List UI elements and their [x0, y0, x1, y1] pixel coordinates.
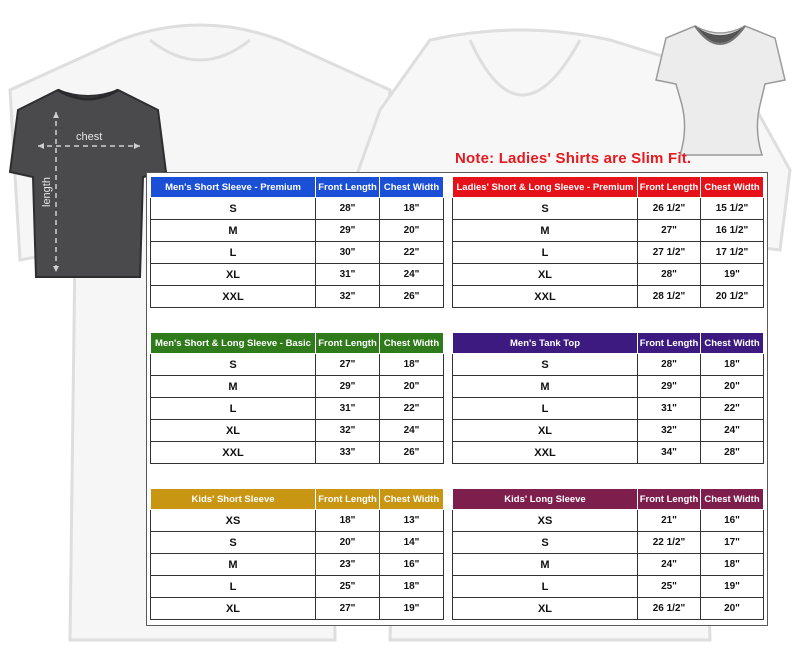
front-length-cell: 28" [316, 198, 380, 220]
size-cell: L [453, 242, 638, 264]
table-row [453, 532, 764, 554]
size-cell: XL [151, 420, 316, 442]
chest-width-cell: 13" [380, 510, 444, 532]
size-cell: M [151, 220, 316, 242]
size-cell: M [151, 376, 316, 398]
table-row [453, 220, 764, 242]
front-length-cell: 23" [316, 554, 380, 576]
chest-width-header: Chest Width [701, 177, 764, 198]
front-length-cell: 27" [638, 220, 701, 242]
chest-width-header: Chest Width [701, 489, 764, 510]
chest-width-cell: 16" [701, 510, 764, 532]
size-cell: S [151, 198, 316, 220]
chest-width-cell: 17" [701, 532, 764, 554]
size-cell: XS [453, 510, 638, 532]
front-length-cell: 30" [316, 242, 380, 264]
size-cell: XL [453, 264, 638, 286]
slim-fit-note: Note: Ladies' Shirts are Slim Fit. [455, 150, 692, 167]
size-cell: XXL [151, 442, 316, 464]
front-length-cell: 31" [316, 398, 380, 420]
chest-width-cell: 18" [701, 554, 764, 576]
front-length-cell: 18" [316, 510, 380, 532]
table-title: Men's Short & Long Sleeve - Basic [151, 333, 316, 354]
chest-width-cell: 24" [701, 420, 764, 442]
size-cell: S [151, 354, 316, 376]
table-header-row [453, 177, 764, 198]
chest-width-cell: 18" [380, 354, 444, 376]
chest-width-header: Chest Width [380, 177, 444, 198]
table-row [453, 354, 764, 376]
front-length-cell: 31" [638, 398, 701, 420]
size-cell: S [151, 532, 316, 554]
table-header-row [151, 489, 444, 510]
size-cell: XXL [151, 286, 316, 308]
chest-width-cell: 24" [380, 420, 444, 442]
chest-width-cell: 22" [380, 398, 444, 420]
chest-width-cell: 19" [380, 598, 444, 620]
table-row [151, 376, 444, 398]
table-header-row [151, 177, 444, 198]
table-row [453, 554, 764, 576]
size-cell: XS [151, 510, 316, 532]
table-row [151, 264, 444, 286]
size-cell: L [151, 576, 316, 598]
front-length-cell: 31" [316, 264, 380, 286]
chest-width-cell: 19" [701, 576, 764, 598]
size-table [452, 488, 764, 620]
chest-width-cell: 18" [380, 576, 444, 598]
chest-width-cell: 20 1/2" [701, 286, 764, 308]
table-row [151, 510, 444, 532]
table-row [453, 242, 764, 264]
table-header-row [453, 489, 764, 510]
chest-width-cell: 26" [380, 286, 444, 308]
front-length-cell: 27" [316, 354, 380, 376]
table-row [151, 554, 444, 576]
measurement-shirt-illustration [8, 82, 168, 282]
front-length-cell: 25" [316, 576, 380, 598]
length-label: length [41, 177, 53, 207]
front-length-cell: 21" [638, 510, 701, 532]
chest-width-header: Chest Width [701, 333, 764, 354]
chest-width-cell: 22" [701, 398, 764, 420]
size-cell: M [453, 376, 638, 398]
table-row [453, 398, 764, 420]
table-title: Ladies' Short & Long Sleeve - Premium [453, 177, 638, 198]
size-cell: S [453, 532, 638, 554]
table-row [151, 532, 444, 554]
table-row [453, 442, 764, 464]
front-length-cell: 24" [638, 554, 701, 576]
size-cell: XL [151, 264, 316, 286]
front-length-cell: 26 1/2" [638, 198, 701, 220]
front-length-cell: 28" [638, 264, 701, 286]
chest-width-cell: 26" [380, 442, 444, 464]
size-cell: XXL [453, 442, 638, 464]
table-row [453, 198, 764, 220]
chest-width-cell: 20" [380, 376, 444, 398]
table-row [453, 376, 764, 398]
size-table [150, 488, 444, 620]
chest-width-header: Chest Width [380, 489, 444, 510]
chest-width-cell: 15 1/2" [701, 198, 764, 220]
front-length-cell: 25" [638, 576, 701, 598]
chest-width-cell: 14" [380, 532, 444, 554]
size-cell: M [453, 220, 638, 242]
size-cell: XL [453, 598, 638, 620]
table-header-row [453, 333, 764, 354]
table-row [151, 220, 444, 242]
size-cell: XXL [453, 286, 638, 308]
size-cell: M [151, 554, 316, 576]
front-length-cell: 29" [638, 376, 701, 398]
chest-width-cell: 16 1/2" [701, 220, 764, 242]
front-length-header: Front Length [638, 177, 701, 198]
size-cell: L [453, 576, 638, 598]
chest-width-cell: 18" [380, 198, 444, 220]
front-length-header: Front Length [316, 333, 380, 354]
front-length-cell: 28" [638, 354, 701, 376]
size-cell: XL [151, 598, 316, 620]
table-row [151, 198, 444, 220]
chest-label: chest [76, 131, 103, 143]
size-cell: XL [453, 420, 638, 442]
front-length-cell: 33" [316, 442, 380, 464]
table-row [453, 286, 764, 308]
front-length-cell: 28 1/2" [638, 286, 701, 308]
front-length-cell: 32" [638, 420, 701, 442]
table-row [453, 510, 764, 532]
table-row [453, 576, 764, 598]
chest-width-cell: 24" [380, 264, 444, 286]
table-title: Kids' Long Sleeve [453, 489, 638, 510]
chest-width-cell: 17 1/2" [701, 242, 764, 264]
size-table [150, 332, 444, 464]
table-row [151, 442, 444, 464]
front-length-cell: 22 1/2" [638, 532, 701, 554]
front-length-cell: 29" [316, 376, 380, 398]
chest-width-cell: 20" [380, 220, 444, 242]
size-table [452, 332, 764, 464]
front-length-cell: 32" [316, 286, 380, 308]
chest-width-cell: 22" [380, 242, 444, 264]
front-length-header: Front Length [316, 177, 380, 198]
table-title: Kids' Short Sleeve [151, 489, 316, 510]
chest-width-cell: 20" [701, 376, 764, 398]
front-length-cell: 27 1/2" [638, 242, 701, 264]
table-row [151, 354, 444, 376]
table-title: Men's Tank Top [453, 333, 638, 354]
size-table [150, 176, 444, 308]
chest-width-cell: 16" [380, 554, 444, 576]
table-row [151, 286, 444, 308]
front-length-header: Front Length [316, 489, 380, 510]
table-row [151, 242, 444, 264]
table-row [151, 420, 444, 442]
front-length-header: Front Length [638, 333, 701, 354]
chest-width-cell: 18" [701, 354, 764, 376]
front-length-cell: 26 1/2" [638, 598, 701, 620]
table-title: Men's Short Sleeve - Premium [151, 177, 316, 198]
table-row [453, 598, 764, 620]
size-cell: L [151, 398, 316, 420]
size-cell: S [453, 354, 638, 376]
front-length-cell: 29" [316, 220, 380, 242]
front-length-cell: 27" [316, 598, 380, 620]
size-cell: L [151, 242, 316, 264]
table-row [151, 398, 444, 420]
size-table [452, 176, 764, 308]
table-row [151, 598, 444, 620]
ladies-shirt-illustration [650, 20, 790, 160]
front-length-cell: 20" [316, 532, 380, 554]
table-row [453, 264, 764, 286]
chest-width-header: Chest Width [380, 333, 444, 354]
chest-width-cell: 20" [701, 598, 764, 620]
table-row [151, 576, 444, 598]
front-length-cell: 32" [316, 420, 380, 442]
front-length-header: Front Length [638, 489, 701, 510]
front-length-cell: 34" [638, 442, 701, 464]
size-cell: L [453, 398, 638, 420]
chest-width-cell: 19" [701, 264, 764, 286]
table-header-row [151, 333, 444, 354]
chest-width-cell: 28" [701, 442, 764, 464]
table-row [453, 420, 764, 442]
size-cell: S [453, 198, 638, 220]
size-cell: M [453, 554, 638, 576]
